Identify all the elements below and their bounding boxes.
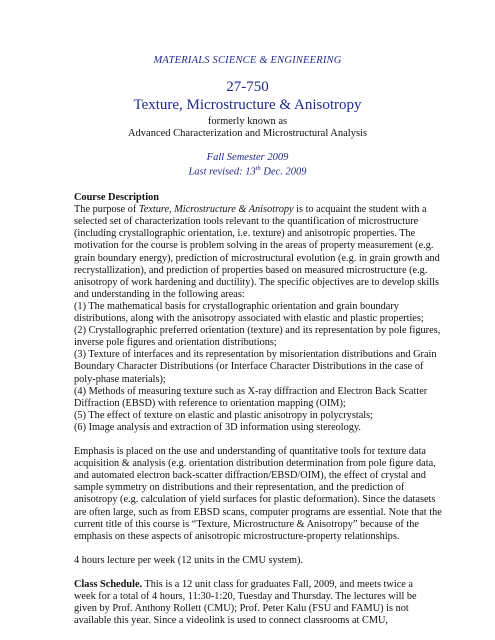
emphasis-line: and automated electron back-scatter diffraction/EBSD/OIM), the effect of crystal and	[74, 470, 426, 482]
description-line: Boundary Character Distributions (or Interface Character Distributions in the case of	[74, 361, 424, 373]
schedule-line: available this year. Since a videolink is used to connect classrooms at CMU,	[74, 615, 388, 627]
spacer	[74, 180, 434, 192]
class-schedule-heading: Class Schedule.	[74, 579, 143, 591]
course-description-heading: Course Description	[74, 192, 159, 204]
description-first-line	[74, 204, 434, 216]
course-number: 27-750	[226, 79, 269, 95]
schedule-line: week for a total of 4 hours, 11:30-1:20, Tuesday and Thursday. The lectures will be	[74, 591, 417, 603]
description-line: anisotropy of work hardening and ductility). The specific objectives are to develop skills	[74, 276, 439, 288]
spacer	[74, 567, 434, 579]
old-course-title: Advanced Characterization and Microstructural Analysis	[127, 128, 368, 139]
desc-l1-a: The purpose of	[74, 204, 139, 216]
revised-suffix: Dec. 2009	[260, 166, 307, 178]
formerly-known-as: formerly known as	[207, 116, 288, 127]
description-line: (5) The effect of texture on elastic and plastic anisotropy in polycrystals;	[74, 409, 373, 421]
description-line: (1) The mathematical basis for crystallographic orientation and grain boundary	[74, 300, 399, 312]
description-lines	[74, 216, 441, 434]
emphasis-paragraph	[74, 446, 442, 543]
description-line: poly-phase materials);	[74, 373, 166, 385]
description-line: Diffraction (EBSD) with reference to orientation mapping (OIM);	[74, 397, 346, 409]
semester-label: Fall Semester 2009	[206, 152, 289, 163]
description-line: recrystallization), and prediction of properties based on measured microstructure (e.g.	[74, 264, 428, 276]
course-title: Texture, Microstructure & Anisotropy	[133, 97, 362, 113]
schedule-line: given by Prof. Anthony Rollett (CMU); Prof. Peter Kalu (FSU and FAMU) is not	[74, 603, 409, 615]
description-line: (3) Texture of interfaces and its representation by misorientation distributions and Grain	[74, 349, 437, 361]
document-body	[74, 180, 442, 627]
last-revised	[0, 165, 495, 178]
desc-l1-c: is to acquaint the student with a	[293, 204, 427, 216]
emphasis-line: are often large, such as from EBSD scans, computer programs are essential. Note that the	[74, 506, 442, 518]
emphasis-line: emphasis on these aspects of anisotropic microstructure-property relationships.	[74, 530, 400, 542]
description-line: and understanding in the following areas:	[74, 288, 245, 300]
description-line: selected set of characterization tools relevant to the quantification of microstructure	[74, 216, 419, 228]
description-line: (4) Methods of measuring texture such as X-ray diffraction and Electron Back Scatter	[74, 385, 428, 397]
description-line: motivation for the course is problem solving in the areas of property measurement (e.g.	[74, 240, 434, 252]
revised-prefix: Last revised: 13	[188, 166, 256, 178]
emphasis-line: current title of this course is “Texture, Microstructure & Anisotropy” because of the	[74, 518, 419, 530]
description-line: (including crystallographic orientation, i.e. texture) and anisotropic properties. The	[74, 228, 416, 240]
schedule-first-line	[74, 579, 434, 591]
emphasis-line: anisotropy (e.g. calculation of yield surfaces for plastic deformation). Since the datasets	[74, 494, 436, 506]
emphasis-line: acquisition & analysis (e.g. orientation distribution determination from pole figure data,	[74, 458, 436, 470]
desc-l1-course-name: Texture, Microstructure & Anisotropy	[138, 204, 294, 216]
description-line: inverse pole figures and orientation distributions;	[74, 337, 277, 349]
schedule-l1-rest: This is a 12 unit class for graduates Fall, 2009, and meets twice a	[142, 579, 413, 591]
description-line: (2) Crystallographic preferred orientation (texture) and its representation by pole figures,	[74, 325, 441, 337]
hours-line: 4 hours lecture per week (12 units in the CMU system).	[74, 554, 304, 566]
description-line: distributions, along with the anisotropy associated with elastic and plastic properties;	[74, 313, 424, 325]
spacer	[74, 543, 434, 555]
description-line: grain boundary energy), prediction of microstructural evolution (e.g. in grain growth and	[74, 252, 440, 264]
description-line: (6) Image analysis and extraction of 3D information using stereology.	[74, 421, 361, 433]
department-heading: MATERIALS SCIENCE & ENGINEERING	[153, 55, 342, 66]
emphasis-line: Emphasis is placed on the use and understanding of quantitative tools for texture data	[74, 446, 427, 458]
schedule-lines	[74, 591, 434, 627]
spacer	[74, 434, 434, 446]
revised-sup: th	[255, 165, 261, 172]
emphasis-line: sample symmetry on distributions and their representation, and the prediction of	[74, 482, 405, 494]
